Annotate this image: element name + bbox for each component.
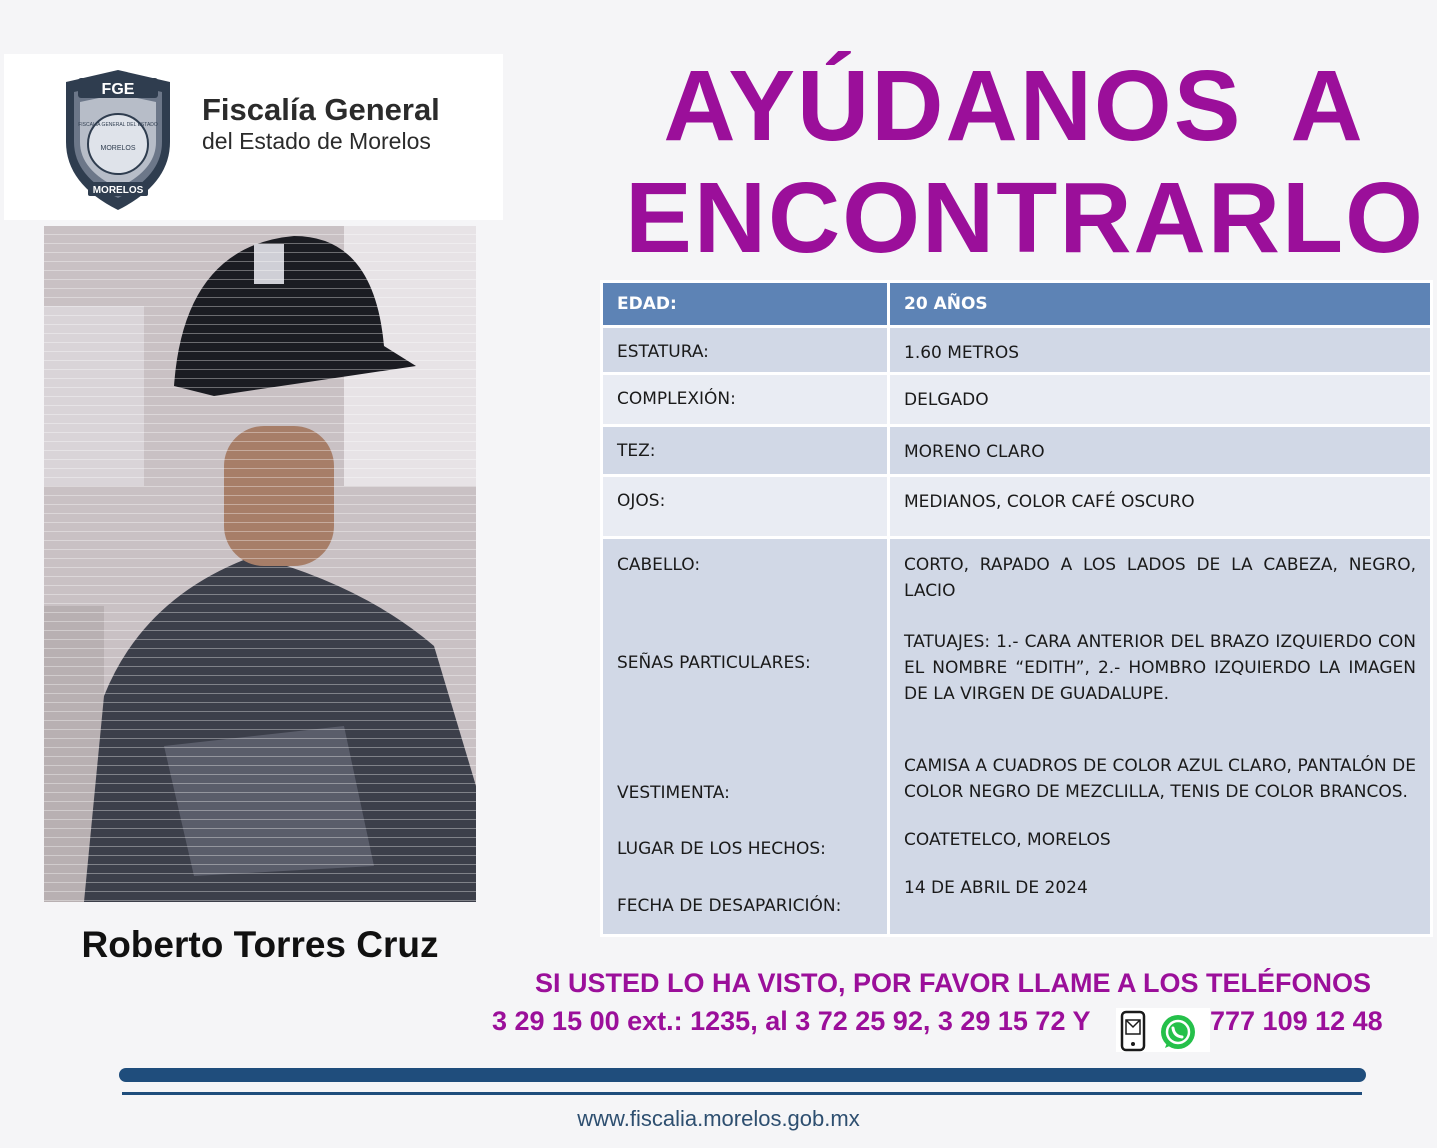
edad-label: EDAD: [602,282,889,327]
table-row [602,327,1432,374]
ojos-label: OJOS: [602,476,889,538]
footer-website: www.fiscalia.morelos.gob.mx [577,1106,860,1131]
tez-label: TEZ: [602,426,889,476]
headline [610,50,1437,274]
headline-line-1: AYÚDANOS A [663,50,1365,162]
footer-divider-thick [119,1068,1366,1082]
lugar-label: LUGAR DE LOS HECHOS: [617,839,826,859]
vestimenta-value: CAMISA A CUADROS DE COLOR AZUL CLARO, PANTALÓN DE COLOR NEGRO DE MEZCLILLA, TENIS DE COLOR BRANCOS. [904,756,1416,802]
details-values-cell [889,538,1432,936]
vestimenta-label: VESTIMENTA: [617,783,730,803]
whatsapp-icon [1161,1015,1195,1049]
table-row [602,538,1432,936]
missing-person-photo [44,226,476,902]
badge-center-text: MORELOS [100,145,136,152]
person-photo-image [44,226,476,902]
complexion-value: DELGADO [889,374,1432,426]
ojos-value: MEDIANOS, COLOR CAFÉ OSCURO [889,476,1432,538]
person-details-table [600,280,1433,937]
mobile-phone-icon [1122,1012,1144,1050]
table-row [602,282,1432,327]
badge-ring-text: FISCALIA GENERAL DEL ESTADO [78,122,158,128]
logo-subtitle: del Estado de Morelos [202,128,431,154]
person-name: Roberto Torres Cruz [81,924,439,965]
contact-call-to-action: SI USTED LO HA VISTO, POR FAVOR LLAME A LOS TELÉFONOS [535,968,1372,998]
edad-value: 20 AÑOS [889,282,1432,327]
table-row [602,374,1432,426]
fge-logo-block [4,54,503,220]
logo-title: Fiscalía General [202,92,440,127]
table-row [602,426,1432,476]
contact-icons [1116,1008,1210,1052]
contact-phone-numbers: 3 29 15 00 ext.: 1235, al 3 72 25 92, 3 29 15 72 Y [492,1006,1091,1036]
estatura-value: 1.60 METROS [889,327,1432,374]
complexion-label: COMPLEXIÓN: [602,374,889,426]
badge-abbr-text: FGE [101,81,135,98]
footer-divider-thin [122,1092,1362,1095]
fecha-label: FECHA DE DESAPARICIÓN: [617,896,842,916]
details-labels-cell [602,538,889,936]
cabello-value: CORTO, RAPADO A LOS LADOS DE LA CABEZA, NEGRO, LACIO [904,555,1416,601]
estatura-label: ESTATURA: [602,327,889,374]
fecha-value: 14 DE ABRIL DE 2024 [904,878,1088,898]
whatsapp-number: 777 109 12 48 [1210,1006,1383,1036]
tez-value: MORENO CLARO [889,426,1432,476]
senas-value: TATUAJES: 1.- CARA ANTERIOR DEL BRAZO IZQUIERDO CON EL NOMBRE “EDITH”, 2.- HOMBRO IZQUIERDO LA IMAGEN DE LA VIRGEN DE GUADALUPE. [904,632,1416,704]
headline-line-2: ENCONTRARLO [625,162,1425,274]
table-row [602,476,1432,538]
fge-shield-icon [60,68,176,212]
cabello-label: CABELLO: [617,555,701,575]
badge-bottom-text: MORELOS [92,185,144,196]
lugar-value: COATETELCO, MORELOS [904,830,1111,850]
senas-label: SEÑAS PARTICULARES: [617,653,811,673]
